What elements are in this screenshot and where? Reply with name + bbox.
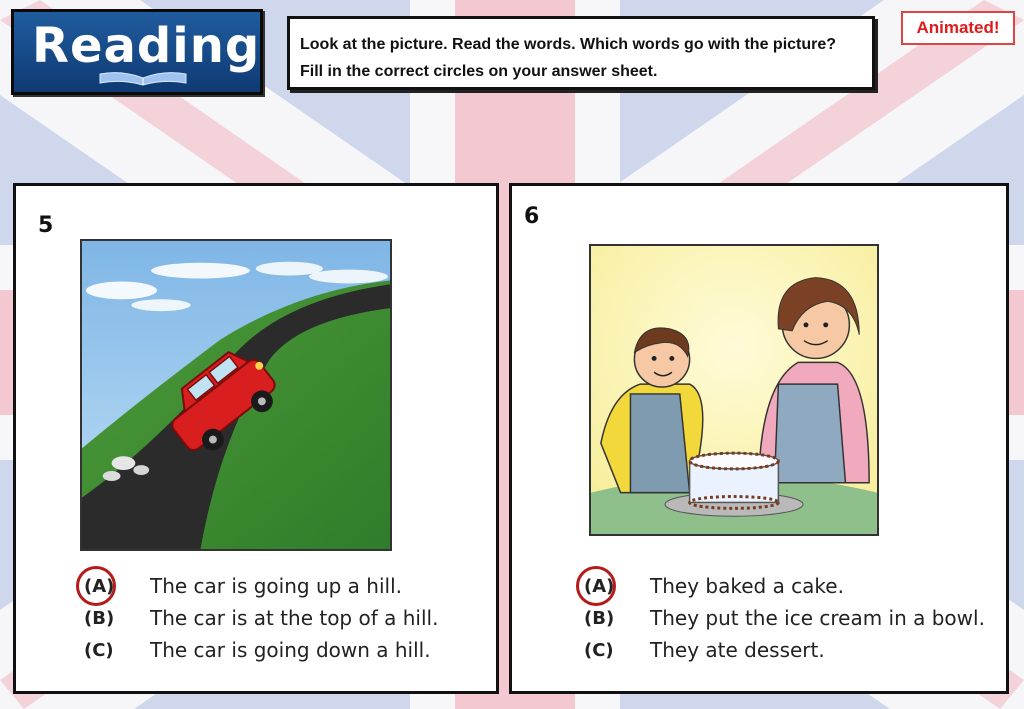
option-letter: (B) bbox=[584, 607, 615, 629]
question-6-panel bbox=[509, 183, 1009, 694]
option-text: They put the ice cream in a bowl. bbox=[650, 606, 985, 630]
question-number: 5 bbox=[38, 213, 54, 238]
cake-picture bbox=[589, 244, 879, 536]
option-text: The car is at the top of a hill. bbox=[150, 606, 439, 630]
question-number: 6 bbox=[524, 204, 540, 229]
animated-badge: Animated! bbox=[901, 11, 1015, 45]
option-letter: (A) bbox=[584, 575, 615, 597]
option-text: They baked a cake. bbox=[650, 574, 844, 598]
logo-text: Reading bbox=[32, 18, 261, 74]
car-hill-picture bbox=[80, 239, 392, 551]
instructions-box bbox=[287, 16, 875, 90]
instruction-line-2: Fill in the correct circles on your answer sheet. bbox=[300, 63, 658, 80]
option-c[interactable] bbox=[584, 634, 985, 666]
instruction-line-1: Look at the picture. Read the words. Which words go with the picture? bbox=[300, 36, 837, 53]
book-icon bbox=[98, 70, 188, 86]
reading-logo bbox=[11, 9, 263, 95]
option-text: They ate dessert. bbox=[650, 638, 825, 662]
answer-options bbox=[84, 570, 438, 666]
option-text: The car is going up a hill. bbox=[150, 574, 402, 598]
option-text: The car is going down a hill. bbox=[150, 638, 431, 662]
question-5-panel bbox=[13, 183, 499, 694]
option-letter: (A) bbox=[84, 575, 115, 597]
option-b[interactable] bbox=[84, 602, 438, 634]
option-c[interactable] bbox=[84, 634, 438, 666]
option-a[interactable] bbox=[584, 570, 985, 602]
option-letter: (C) bbox=[84, 639, 114, 661]
option-letter: (B) bbox=[84, 607, 115, 629]
answer-options bbox=[584, 570, 985, 666]
option-a[interactable] bbox=[84, 570, 438, 602]
option-letter: (C) bbox=[584, 639, 614, 661]
option-b[interactable] bbox=[584, 602, 985, 634]
